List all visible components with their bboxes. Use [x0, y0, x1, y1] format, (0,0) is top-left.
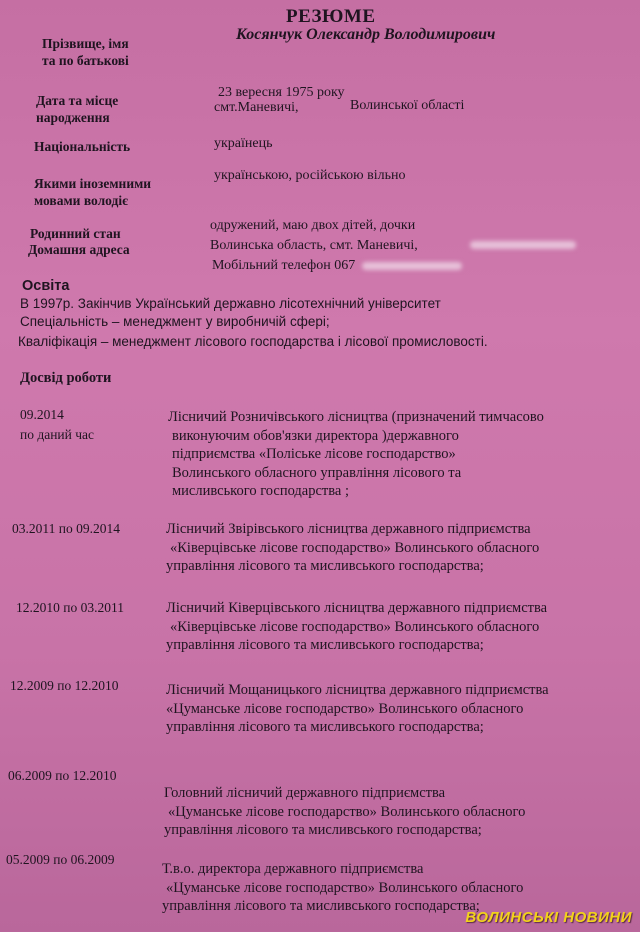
languages-label-line2: мовами володіє — [34, 193, 128, 208]
job-5-date: 06.2009 по 12.2010 — [8, 768, 117, 783]
nationality-value: українець — [214, 136, 273, 151]
job-1-line: Лісничий Розничівського лісництва (призначений тимчасово — [168, 409, 544, 425]
education-line3: Кваліфікація – менеджмент лісового господарства і лісової промисловості. — [18, 334, 488, 349]
job-2-line: управління лісового та мисливського господарства; — [166, 558, 484, 574]
job-6-description — [162, 860, 523, 916]
job-1-line: мисливського господарства ; — [172, 483, 350, 499]
job-1-line: підприємства «Поліське лісове господарство» — [172, 446, 456, 462]
address-value: Волинська область, смт. Маневичі, — [210, 238, 418, 253]
job-3-description — [166, 599, 547, 655]
marital-value: одружений, маю двох дітей, дочки — [210, 218, 416, 233]
job-2-line: «Ківерцівське лісове господарство» Волинського обласного — [170, 539, 540, 556]
phone-value: Мобільний телефон 067 — [212, 258, 356, 273]
watermark-logo: ВОЛИНСЬКІ НОВИНИ — [465, 909, 632, 926]
job-4-date: 12.2009 по 12.2010 — [10, 678, 119, 693]
name-label-line1: Прізвище, імя — [42, 36, 129, 51]
resume-title: РЕЗЮМЕ — [286, 6, 376, 27]
job-6-line: Т.в.о. директора державного підприємства — [162, 861, 424, 877]
job-5-line: Головний лісничий державного підприємства — [164, 785, 446, 801]
full-name: Косянчук Олександр Володимирович — [236, 26, 496, 43]
education-line1: В 1997р. Закінчив Український державно лісотехнічний університет — [20, 296, 441, 311]
job-2-line: Лісничий Звірівського лісництва державного підприємства — [166, 521, 531, 537]
job-3-line: «Ківерцівське лісове господарство» Волинського обласного — [170, 618, 540, 635]
job-5-description — [164, 784, 525, 840]
job-4-description — [166, 681, 549, 737]
nationality-label: Національність — [34, 139, 131, 154]
job-3-line: Лісничий Ківерцівського лісництва державного підприємства — [166, 600, 548, 616]
job-3-line: управління лісового та мисливського господарства; — [166, 637, 484, 653]
marital-label: Родинний стан — [30, 226, 121, 241]
job-1-line: Волинського обласного управління лісового та — [172, 464, 462, 481]
job-6-date: 05.2009 по 06.2009 — [6, 852, 115, 867]
job-5-line: управління лісового та мисливського господарства; — [164, 822, 482, 838]
redacted-address — [470, 241, 576, 249]
job-6-line: «Цуманське лісове господарство» Волинського обласного — [166, 879, 524, 896]
job-4-line: управління лісового та мисливського господарства; — [166, 719, 484, 735]
job-4-line: Лісничий Мощаницького лісництва державного підприємства — [166, 682, 549, 698]
address-label: Домашня адреса — [28, 242, 130, 257]
job-2-description — [166, 520, 539, 576]
education-line2: Спеціальність – менеджмент у виробничій сфері; — [20, 314, 330, 329]
job-5-line: «Цуманське лісове господарство» Волинського обласного — [168, 803, 526, 820]
job-1-date-end: по даний час — [20, 427, 95, 442]
birth-date: 23 вересня 1975 року — [218, 85, 345, 100]
languages-value: українською, російською вільно — [214, 168, 406, 183]
birth-region: Волинської області — [350, 98, 465, 113]
name-label-line2: та по батькові — [42, 53, 129, 68]
job-1-line: виконуючим обов'язки директора )державного — [172, 427, 459, 444]
job-1-description — [168, 408, 544, 501]
job-3-date: 12.2010 по 03.2011 — [16, 600, 124, 615]
job-2-date: 03.2011 по 09.2014 — [12, 521, 120, 536]
job-4-line: «Цуманське лісове господарство» Волинського обласного — [166, 700, 524, 717]
languages-label-line1: Якими іноземними — [34, 176, 152, 191]
birth-label-line1: Дата та місце — [36, 93, 119, 108]
experience-heading: Досвід роботи — [20, 370, 112, 386]
redacted-phone — [362, 262, 462, 270]
birth-town: смт.Маневичі, — [214, 100, 299, 115]
job-1-date-start: 09.2014 — [20, 407, 64, 422]
birth-label-line2: народження — [36, 110, 110, 125]
job-6-line: управління лісового та мисливського господарства; — [162, 898, 480, 914]
education-heading: Освіта — [22, 278, 70, 294]
